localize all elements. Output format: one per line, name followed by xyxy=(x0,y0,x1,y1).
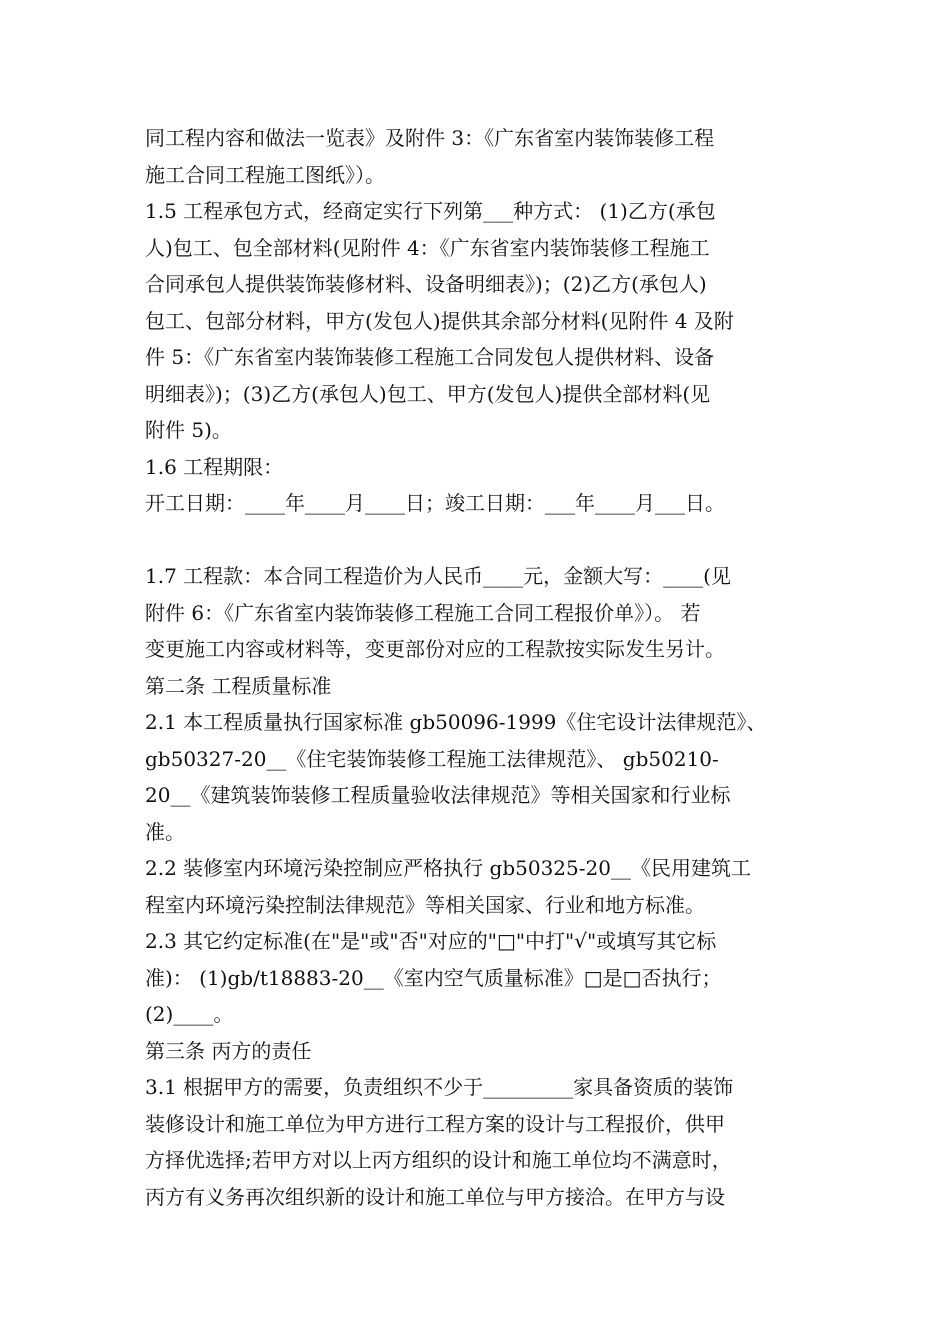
text-line: 变更施工内容或材料等，变更部份对应的工程款按实际发生另计。 xyxy=(145,637,725,661)
clause-2-3-heading-line: 2.3 其它约定标准(在"是"或"否"对应的"□"中打"√"或填写其它标 xyxy=(145,929,717,953)
text-line: 附件 5)。 xyxy=(145,418,232,442)
text-line: 丙方有义务再次组织新的设计和施工单位与甲方接洽。在甲方与设 xyxy=(145,1184,725,1209)
text-line: 件 5：《广东省室内装饰装修工程施工合同发包人提供材料、设备 xyxy=(145,345,715,369)
text-line: 方择优选择;若甲方对以上丙方组织的设计和施工单位均不满意时， xyxy=(145,1148,732,1172)
clause-1-7-heading-line: 1.7 工程款：本合同工程造价为人民币____元，金额大写：____(见 xyxy=(145,564,731,588)
blank-line xyxy=(145,522,815,559)
contract-text-body xyxy=(145,120,815,1215)
text-line: 程室内环境污染控制法律规范》等相关国家、行业和地方标准。 xyxy=(145,892,705,917)
clause-2-2-heading-line: 2.2 装修室内环境污染控制应严格执行 gb50325-20__《民用建筑工 xyxy=(145,856,751,880)
text-line: 施工合同工程施工图纸》）。 xyxy=(145,162,385,187)
text-line: 人)包工、包全部材料(见附件 4：《广东省室内装饰装修工程施工 xyxy=(145,235,710,260)
text-line: 同工程内容和做法一览表》及附件 3：《广东省室内装饰装修工程 xyxy=(145,126,715,150)
text-line: 包工、包部分材料，甲方(发包人)提供其余部分材料(见附件 4 及附 xyxy=(145,308,734,333)
clause-1-6-heading-line: 1.6 工程期限： xyxy=(145,454,284,479)
text-line: 明细表》)；(3)乙方(承包人)包工、甲方(发包人)提供全部材料(见 xyxy=(145,381,711,406)
article-2-heading: 第二条 工程质量标准 xyxy=(145,673,332,698)
clause-1-5-heading-line: 1.5 工程承包方式，经商定实行下列第___种方式： (1)乙方(承包 xyxy=(145,199,716,223)
text-line: 附件 6：《广东省室内装饰装修工程施工合同工程报价单》）。 若 xyxy=(145,600,701,625)
schedule-dates-line: 开工日期：____年____月____日；竣工日期：___年____月___日。 xyxy=(145,491,725,515)
text-line: (2)____。 xyxy=(145,1002,234,1026)
text-line: 装修设计和施工单位为甲方进行工程方案的设计与工程报价，供甲 xyxy=(145,1111,725,1136)
text-line: gb50327-20__《住宅装饰装修工程施工法律规范》、 gb50210- xyxy=(145,746,719,771)
text-line: 20__《建筑装饰装修工程质量验收法律规范》等相关国家和行业标 xyxy=(145,783,731,807)
text-line: 合同承包人提供装饰装修材料、设备明细表》)；(2)乙方(承包人) xyxy=(145,272,707,296)
clause-3-1-heading-line: 3.1 根据甲方的需要，负责组织不少于_________家具备资质的装饰 xyxy=(145,1075,734,1099)
article-3-heading: 第三条 丙方的责任 xyxy=(145,1038,312,1063)
clause-2-1-heading-line: 2.1 本工程质量执行国家标准 gb50096-1999《住宅设计法律规范》、 xyxy=(145,710,767,734)
text-line: 准)： (1)gb/t18883-20__《室内空气质量标准》□是□否执行； xyxy=(145,965,722,990)
text-line: 准。 xyxy=(145,819,185,844)
